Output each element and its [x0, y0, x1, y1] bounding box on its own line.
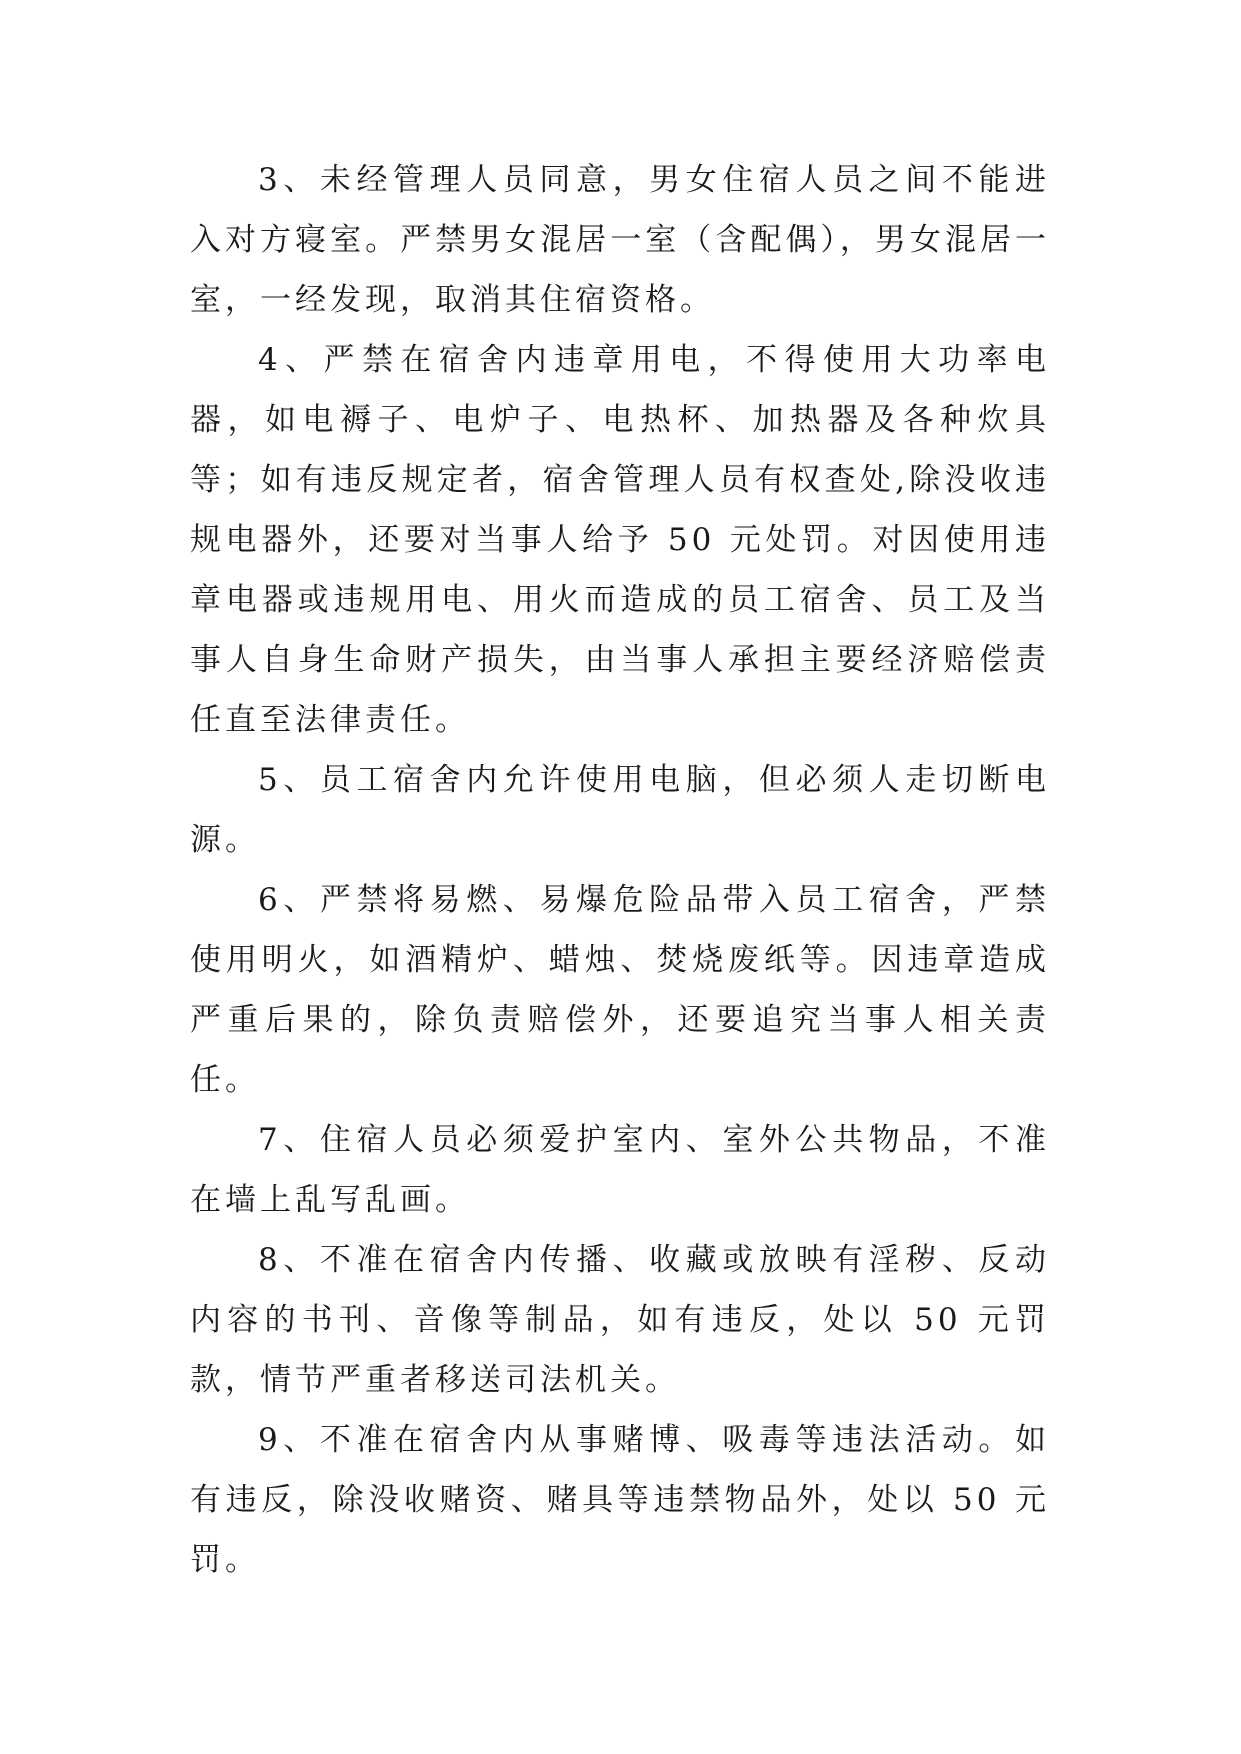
- paragraph-rule-5: 5、员工宿舍内允许使用电脑，但必须人走切断电源。: [190, 762, 1050, 858]
- paragraph-rule-6: 6、严禁将易燃、易爆危险品带入员工宿舍，严禁使用明火，如酒精炉、蜡烛、焚烧废纸等。因违章造成严重后果的，除负责赔偿外，还要追究当事人相关责任。: [190, 882, 1050, 1098]
- document-body: [190, 150, 1050, 1590]
- paragraph-rule-9: 9、不准在宿舍内从事赌博、吸毒等违法活动。如有违反，除没收赌资、赌具等违禁物品外，处以 50 元罚。: [190, 1422, 1050, 1578]
- paragraph-rule-4: 4、严禁在宿舍内违章用电，不得使用大功率电器，如电褥子、电炉子、电热杯、加热器及各种炊具等；如有违反规定者，宿舍管理人员有权查处,除没收违规电器外，还要对当事人给予 50 元处罚。对因使用违章电器或违规用电、用火而造成的员工宿舍、员工及当事人自身生命财产损失，由当事人承担主要经济赔偿责任直至法律责任。: [190, 342, 1050, 738]
- paragraph-rule-7: 7、住宿人员必须爱护室内、室外公共物品，不准在墙上乱写乱画。: [190, 1122, 1050, 1218]
- paragraph-rule-3: 3、未经管理人员同意，男女住宿人员之间不能进入对方寝室。严禁男女混居一室（含配偶），男女混居一室，一经发现，取消其住宿资格。: [190, 162, 1050, 318]
- paragraph-rule-8: 8、不准在宿舍内传播、收藏或放映有淫秽、反动内容的书刊、音像等制品，如有违反，处以 50 元罚款，情节严重者移送司法机关。: [190, 1242, 1050, 1398]
